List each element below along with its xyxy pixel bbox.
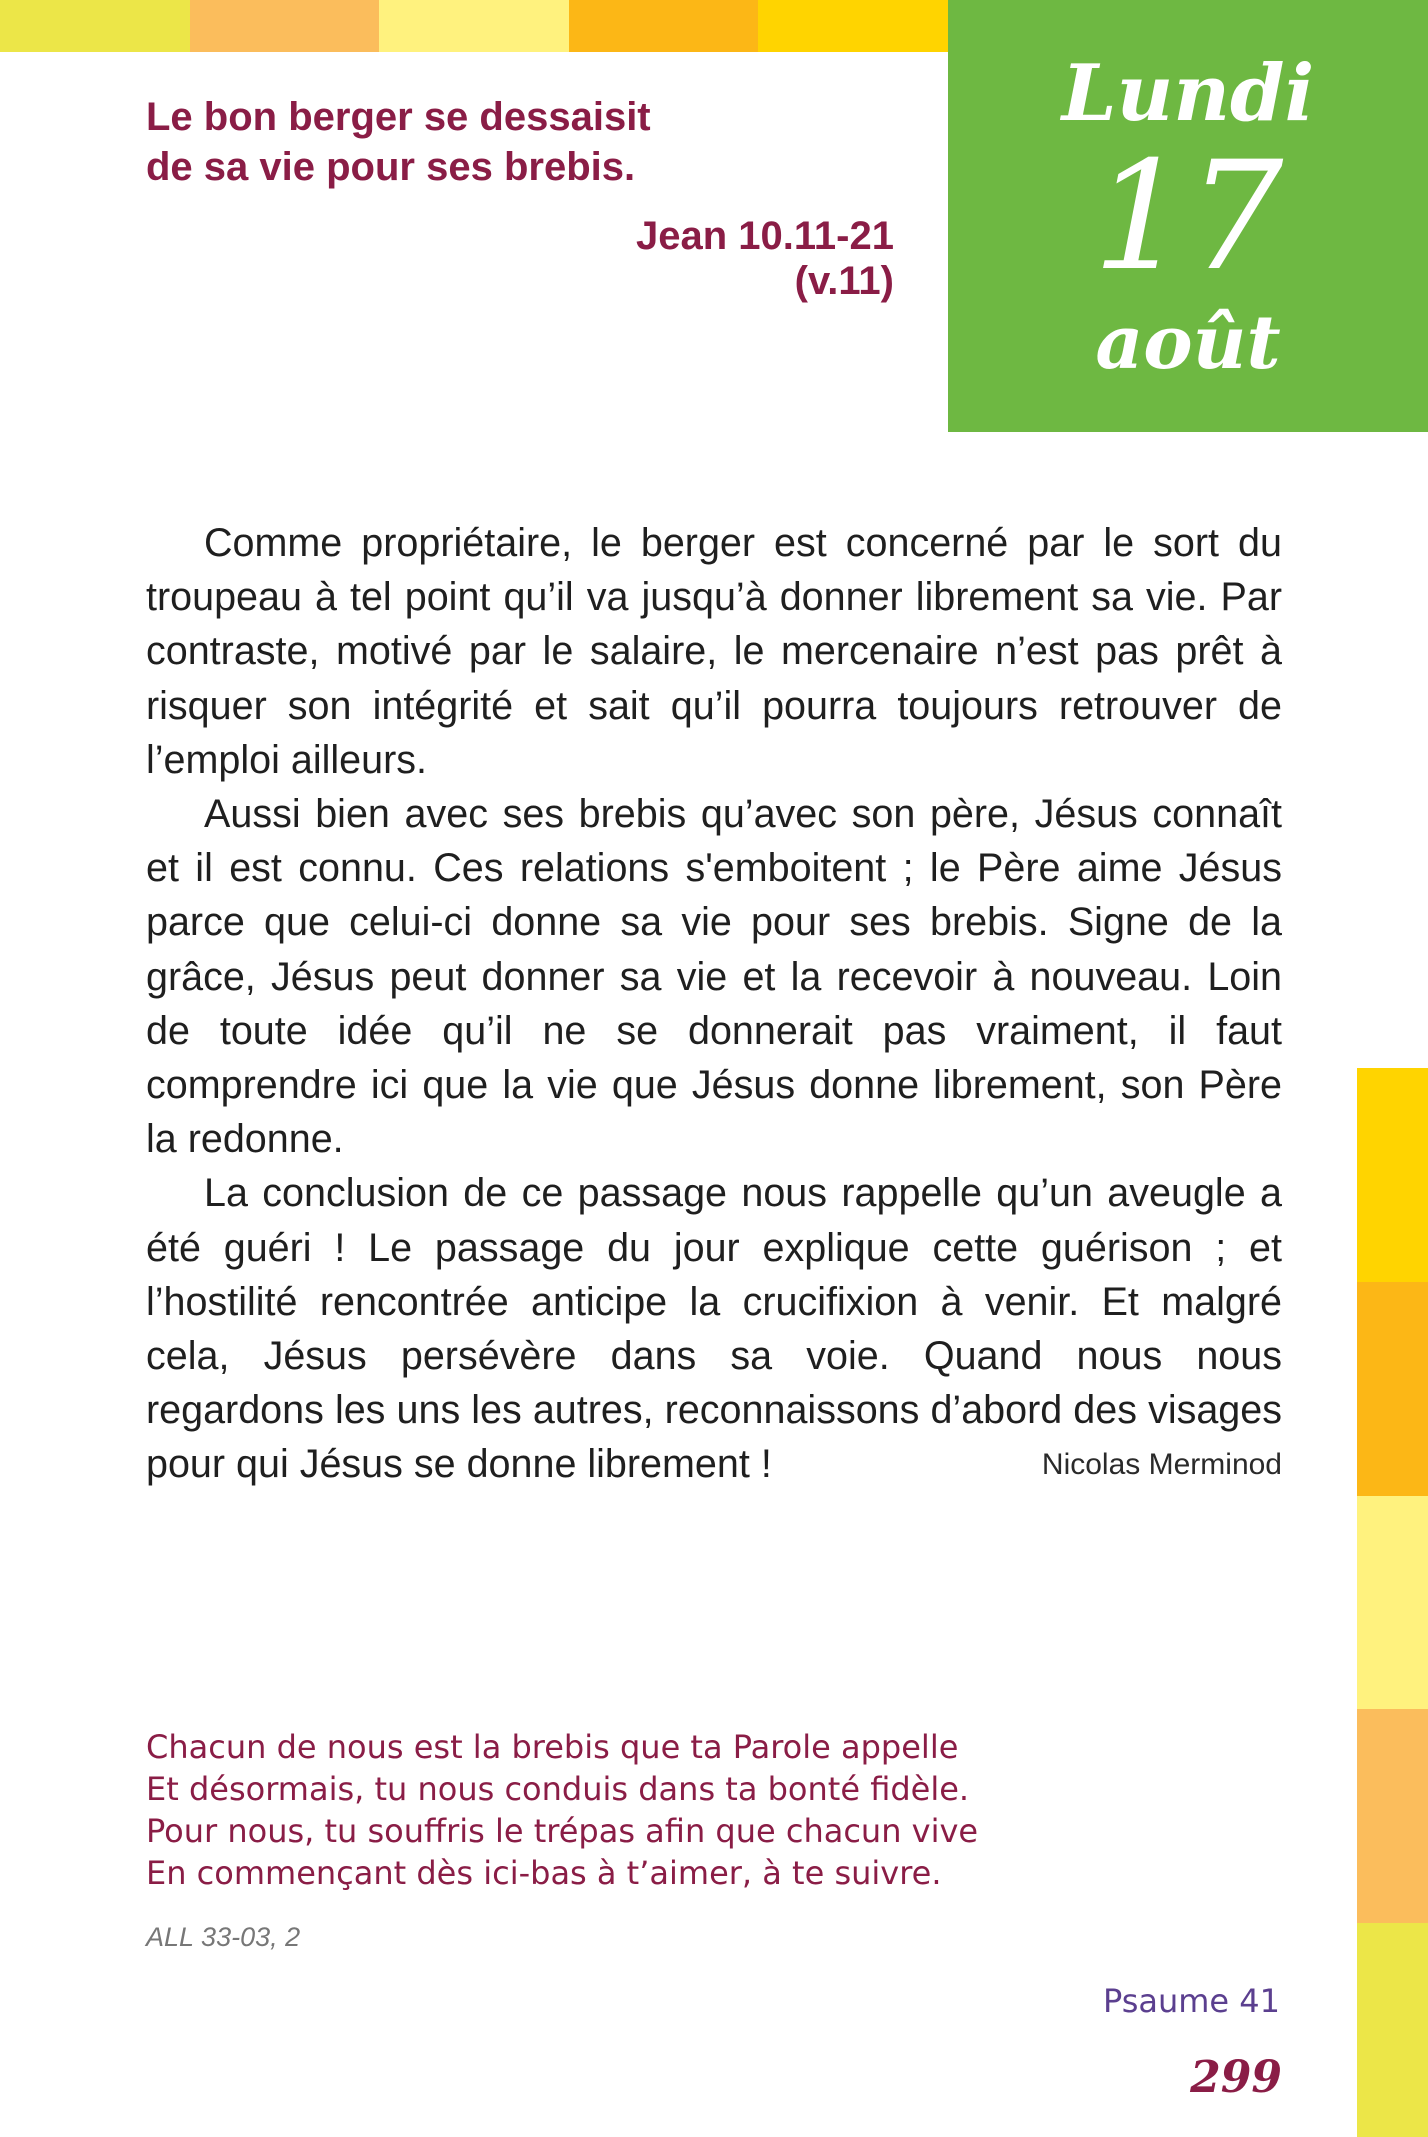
side-stripe-segment [1357, 1923, 1428, 2137]
key-verse [146, 92, 666, 192]
hymn-verse [146, 1726, 979, 1894]
side-stripe-segment [1357, 1496, 1428, 1710]
bible-reference: Jean 10.11-21 (v.11) [636, 214, 894, 303]
hymn-line: Pour nous, tu souffris le trépas afin que chacun vive [146, 1812, 979, 1850]
date-weekday: Lundi [1061, 48, 1315, 139]
key-verse-line: de sa vie pour ses brebis. [146, 145, 636, 189]
meditation-text [146, 516, 1282, 1492]
date-month: août [1095, 300, 1281, 386]
date-box [948, 0, 1428, 432]
top-stripe-segment [569, 0, 759, 52]
top-color-stripe [0, 0, 948, 52]
side-stripe-segment [1357, 1068, 1428, 1282]
top-stripe-segment [379, 0, 569, 52]
hymn-reference: ALL 33-03, 2 [146, 1922, 301, 1952]
meditation-paragraph: La conclusion de ce passage nous rappelle qu’un aveugle a été guéri ! Le passage du jour explique cette guérison ; et l’hostilité rencontrée anticipe la crucifixion à venir. Et malgré cela, Jésus persévère dans sa voie. Quand nous nous regardons les uns les autres, reconnaissons d’abord des visages pour qui Jésus se donne librement ! [146, 1171, 1282, 1487]
meditation-paragraph: Comme propriétaire, le berger est concerné par le sort du troupeau à tel point qu’il va jusqu’à donner librement sa vie. Par contraste, motivé par le salaire, le mercenaire n’est pas prêt à risquer son intégrité et sait qu’il pourra toujours retrouver de l’emploi ailleurs. [146, 521, 1282, 782]
date-day-number: 17 [1092, 130, 1284, 304]
meditation-paragraph: Aussi bien avec ses brebis qu’avec son père, Jésus connaît et il est connu. Ces relations s'emboitent ; le Père aime Jésus parce que celui-ci donne sa vie pour ses brebis. Signe de la grâce, Jésus peut donner sa vie et la recevoir à nouveau. Loin de toute idée qu’il ne se donnerait pas vraiment, il faut comprendre ici que la vie que Jésus donne librement, son Père la redonne. [146, 792, 1282, 1162]
top-stripe-segment [190, 0, 380, 52]
top-stripe-segment [758, 0, 948, 52]
top-stripe-segment [0, 0, 190, 52]
page-number: 299 [1190, 2052, 1282, 2103]
side-stripe-segment [1357, 1282, 1428, 1496]
hymn-line: Et désormais, tu nous conduis dans ta bonté fidèle. [146, 1770, 970, 1808]
key-verse-line: Le bon berger se dessaisit [146, 95, 651, 139]
hymn-line: Chacun de nous est la brebis que ta Parole appelle [146, 1728, 959, 1766]
psalm-reference: Psaume 41 [1102, 1982, 1280, 2020]
side-stripe-segment [1357, 1709, 1428, 1923]
hymn-line: En commençant dès ici-bas à t’aimer, à te suivre. [146, 1854, 942, 1892]
author-name: Nicolas Merminod [1041, 1448, 1282, 1481]
side-color-stripe [1357, 1068, 1428, 2137]
